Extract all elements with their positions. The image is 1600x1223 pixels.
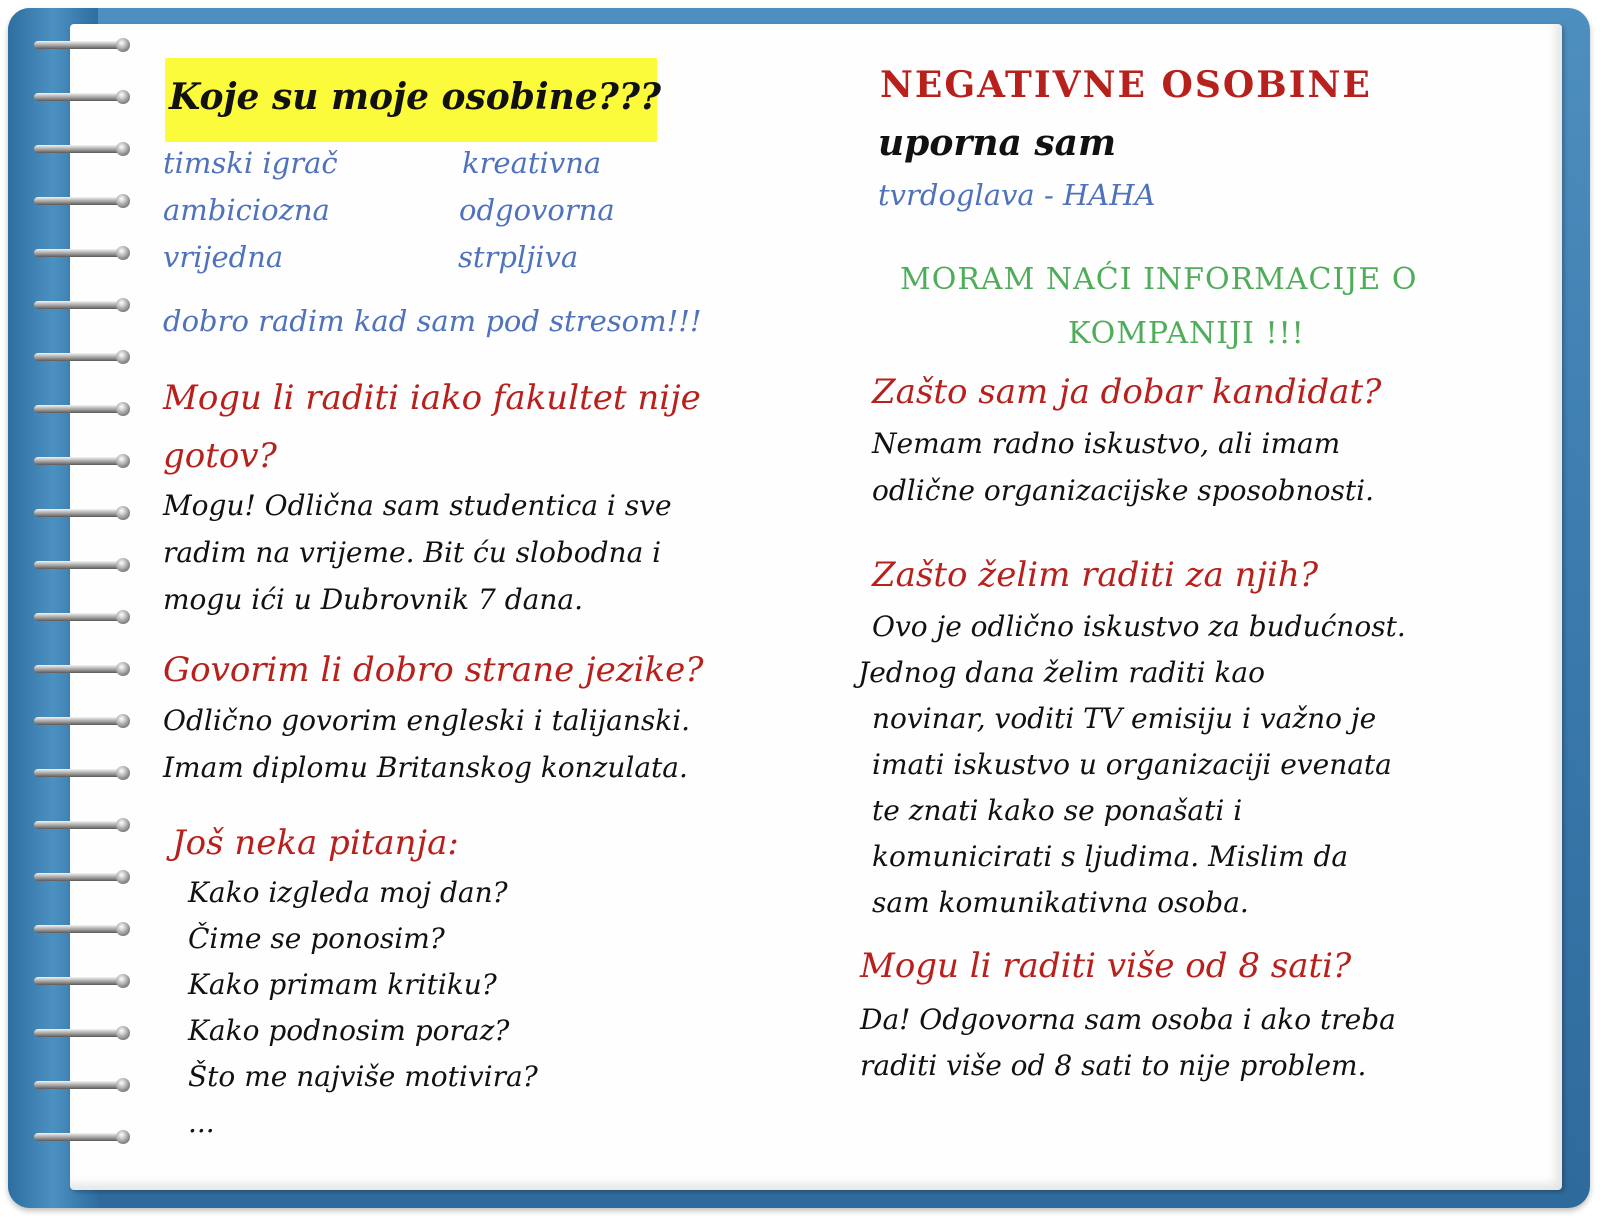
answer-line: radim na vrijeme. Bit ću slobodna i [163,536,662,569]
spiral-binding [34,38,134,1178]
answer-line: sam komunikativna osoba. [872,886,1249,919]
question-heading: Mogu li raditi iako fakultet nije [163,378,701,418]
spiral-ring [34,662,130,676]
info-note: MORAM NAĆI INFORMACIJE O [900,262,1418,297]
question-heading: Govorim li dobro strane jezike? [163,650,704,690]
spiral-ring [34,610,130,624]
answer-line: Da! Odgovorna sam osoba i ako treba [860,1003,1396,1036]
answer-line: odlične organizacijske sposobnosti. [872,474,1374,507]
list-item: Kako podnosim poraz? [188,1014,510,1047]
answer-line: Mogu! Odlična sam studentica i sve [163,489,672,522]
question-heading: Zašto sam ja dobar kandidat? [872,372,1382,412]
question-heading: Zašto želim raditi za njih? [872,555,1319,595]
spiral-ring [34,1078,130,1092]
negative-trait: tvrdoglava - HAHA [878,178,1156,212]
answer-line: Nemam radno iskustvo, ali imam [872,427,1341,460]
spiral-ring [34,350,130,364]
spiral-ring [34,246,130,260]
spiral-ring [34,1026,130,1040]
list-item: ... [188,1106,215,1139]
title-highlight [165,58,662,142]
answer-line: imati iskustvo u organizaciji evenata [872,748,1392,781]
info-note: KOMPANIJI !!! [1068,316,1305,351]
question-heading: Mogu li raditi više od 8 sati? [860,946,1352,986]
negative-traits-title: NEGATIVNE OSOBINE [880,64,1372,106]
stress-note: dobro radim kad sam pod stresom!!! [163,304,702,338]
answer-line: novinar, voditi TV emisiju i važno je [872,702,1377,735]
spiral-ring [34,194,130,208]
spiral-ring [34,922,130,936]
list-item: Čime se ponosim? [188,922,445,955]
spiral-ring [34,298,130,312]
trait: odgovorna [459,193,615,227]
answer-line: te znati kako se ponašati i [872,794,1243,827]
page-title: Koje su moje osobine??? [169,76,662,118]
spiral-ring [34,870,130,884]
answer-line: Jednog dana želim raditi kao [858,656,1265,689]
trait: timski igrač [163,146,338,180]
spiral-ring [34,38,130,52]
spiral-ring [34,90,130,104]
spiral-ring [34,714,130,728]
spiral-ring [34,402,130,416]
trait: strpljiva [458,240,579,274]
answer-line: raditi više od 8 sati to nije problem. [860,1049,1367,1082]
answer-line: Ovo je odlično iskustvo za budućnost. [872,610,1406,643]
spiral-ring [34,818,130,832]
list-item: Kako izgleda moj dan? [188,876,508,909]
spiral-ring [34,454,130,468]
trait: kreativna [462,146,602,180]
list-item: Što me najviše motivira? [188,1060,538,1093]
spiral-ring [34,974,130,988]
answer-line: komunicirati s ljudima. Mislim da [872,840,1349,873]
negative-trait: uporna sam [878,122,1117,164]
list-item: Kako primam kritiku? [188,968,497,1001]
answer-line: Imam diplomu Britanskog konzulata. [163,751,688,784]
spiral-ring [34,1130,130,1144]
spiral-ring [34,506,130,520]
answer-line: mogu ići u Dubrovnik 7 dana. [163,583,583,616]
question-heading: gotov? [163,436,277,476]
trait: ambiciozna [163,193,330,227]
spiral-ring [34,766,130,780]
trait: vrijedna [163,240,284,274]
spiral-ring [34,142,130,156]
more-questions-heading: Još neka pitanja: [172,823,459,863]
spiral-ring [34,558,130,572]
answer-line: Odlično govorim engleski i talijanski. [163,704,691,737]
